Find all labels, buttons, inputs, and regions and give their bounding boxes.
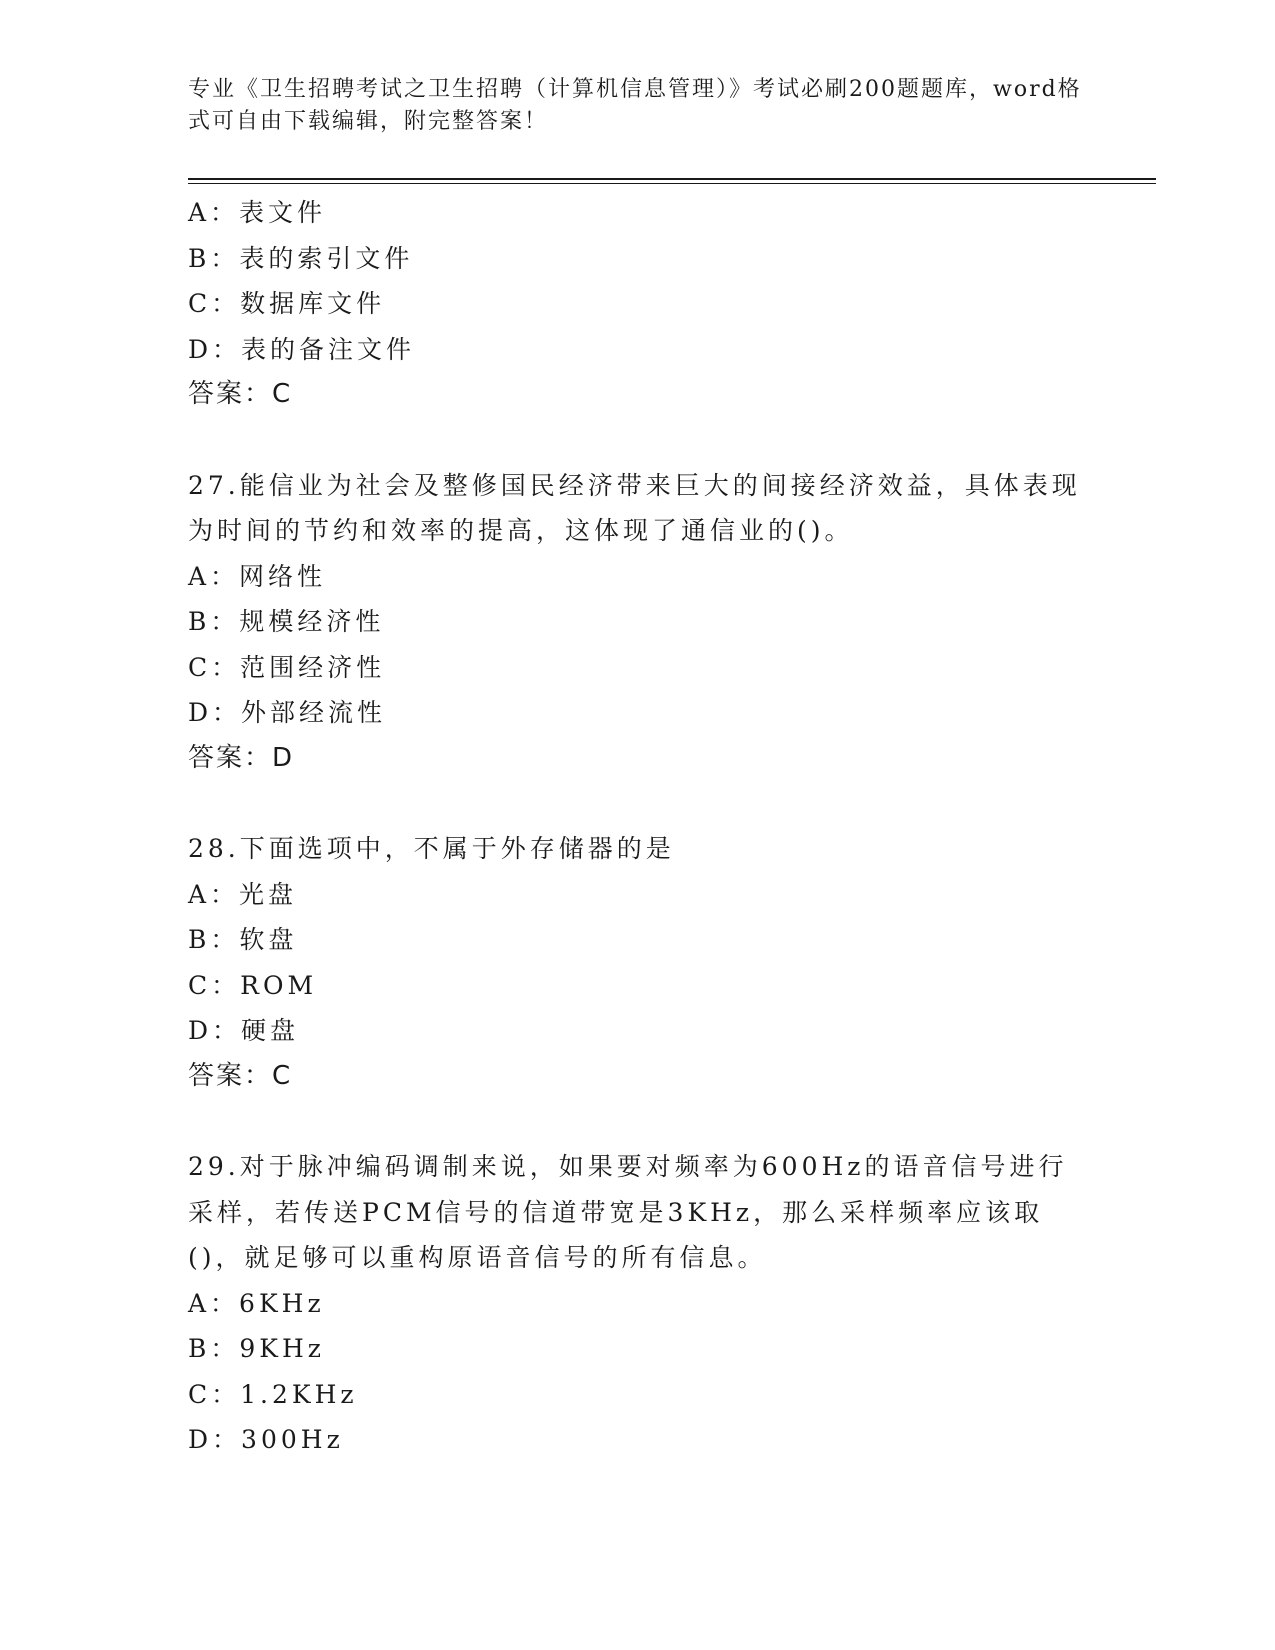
option-b: B：表的索引文件: [188, 243, 414, 273]
option-b: B：9KHz: [188, 1334, 325, 1363]
option-d: D：外部经流性: [188, 698, 387, 727]
question-block-29: [188, 1144, 1088, 1463]
header-divider-thin: [188, 183, 1156, 184]
answer-line: 答案：C: [188, 1060, 293, 1091]
option-c: C：数据库文件: [188, 289, 386, 318]
option-b: B：规模经济性: [188, 607, 385, 636]
document-body: [188, 190, 1088, 1463]
option-a: A：表文件: [188, 198, 327, 227]
answer-line: 答案：C: [188, 379, 293, 409]
option-a: A：6KHz: [188, 1288, 325, 1318]
option-c: C：范围经济性: [188, 652, 386, 682]
question-text: 28.下面选项中，不属于外存储器的是: [188, 834, 675, 863]
question-block-27: [188, 463, 1088, 782]
option-c: C：ROM: [188, 970, 318, 1000]
question-block-28: [188, 826, 1088, 1099]
question-text: 27.能信业为社会及整修国民经济带来巨大的间接经济效益，具体表现为时间的节约和效率的提高，这体现了通信业的()。: [188, 470, 1081, 545]
option-a: A：光盘: [188, 879, 298, 909]
page-header: 专业《卫生招聘考试之卫生招聘（计算机信息管理）》考试必刷200题题库，word格式可自由下载编辑，附完整答案！: [188, 77, 1082, 134]
question-block-26: [188, 190, 1088, 418]
option-d: D：硬盘: [188, 1016, 300, 1045]
option-b: B：软盘: [188, 925, 298, 954]
option-d: D：表的备注文件: [188, 334, 416, 364]
option-d: D：300Hz: [188, 1425, 344, 1454]
question-text: 29.对于脉冲编码调制来说，如果要对频率为600Hz的语音信号进行采样，若传送PCM信号的信道带宽是3KHz，那么采样频率应该取()，就足够可以重构原语音信号的所有信息。: [188, 1152, 1068, 1272]
option-a: A：网络性: [188, 561, 327, 591]
answer-line: 答案：D: [188, 742, 295, 773]
option-c: C：1.2KHz: [188, 1379, 358, 1409]
header-divider: [188, 178, 1156, 180]
